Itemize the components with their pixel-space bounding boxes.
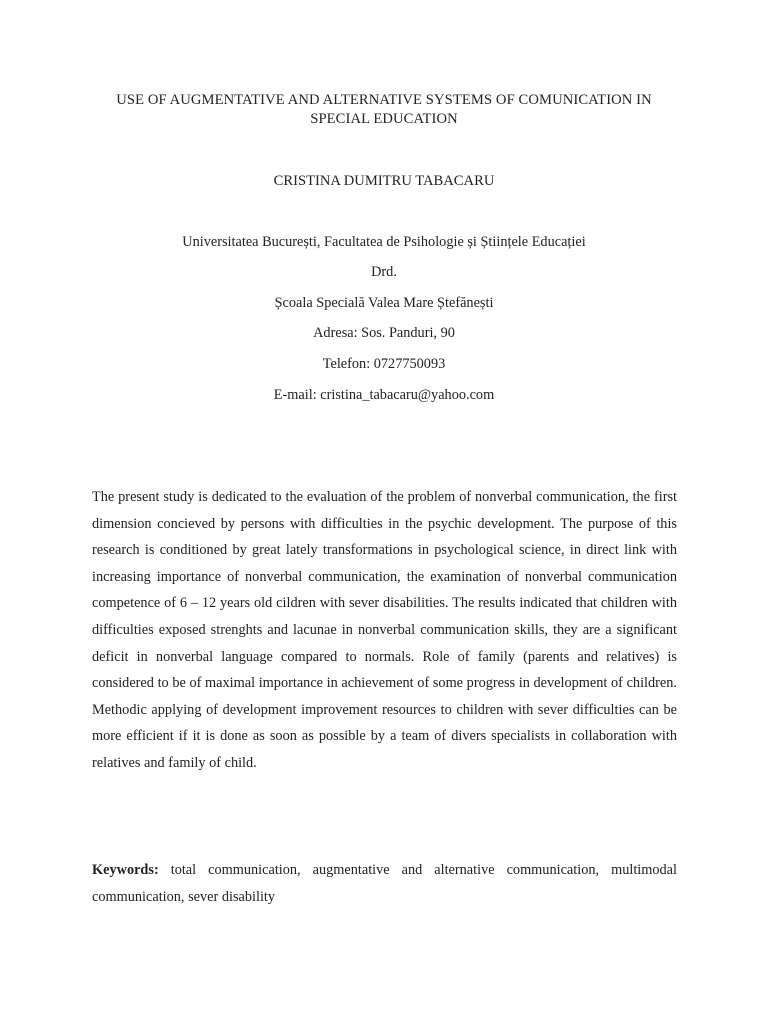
abstract-paragraph: The present study is dedicated to the evaluation of the problem of nonverbal communication, the first dimension concieved by persons with difficulties in the psychic development. The purpose of this research is conditioned by great lately transformations in psychological science, in direct link with increasing importance of nonverbal communication, the examination of nonverbal communication competence of 6 – 12 years old cildren with sever disabilities. The results indicated that children with difficulties exposed strenghts and lacunae in nonverbal communication skills, they are a significant deficit in nonverbal language compared to normals. Role of family (parents and relatives) is considered to be of maximal importance in achievement of some progress in development of children. Methodic applying of development improvement resources to children with sever difficulties can be more efficient if it is done as soon as possible by a team of divers specialists in collaboration with relatives and family of child.: [92, 489, 677, 771]
author-name: CRISTINA DUMITRU TABACARU: [273, 173, 495, 189]
affiliation-university: Universitatea București, Facultatea de Psihologie și Științele Educației: [182, 234, 586, 250]
title-line-2: SPECIAL EDUCATION: [310, 111, 458, 127]
paper-title: [60, 91, 708, 129]
keywords-text: total communication, augmentative and alternative communication, multimodal communication, sever disability: [92, 862, 677, 905]
affiliation-phone: Telefon: 0727750093: [322, 356, 446, 372]
keywords-label: Keywords:: [92, 862, 159, 878]
affiliation-email: E-mail: cristina_tabacaru@yahoo.com: [273, 387, 495, 403]
affiliation-address: Adresa: Sos. Panduri, 90: [313, 325, 455, 341]
title-line-1: USE OF AUGMENTATIVE AND ALTERNATIVE SYSTEMS OF COMUNICATION IN: [116, 92, 652, 108]
affiliation-school: Școala Specială Valea Mare Ștefănești: [274, 295, 494, 311]
keywords-paragraph: [92, 857, 677, 910]
affiliation-degree: Drd.: [371, 264, 397, 280]
